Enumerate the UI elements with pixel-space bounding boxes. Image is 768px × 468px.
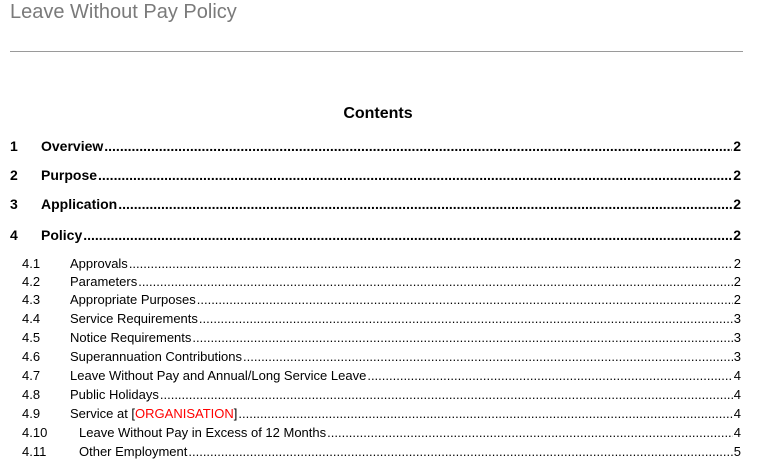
toc-entry-number: 4.3 xyxy=(22,292,41,307)
toc-subentry-service-requirements[interactable] xyxy=(22,311,741,327)
toc-entry-number: 4.2 xyxy=(22,274,41,289)
toc-entry-page: 2 xyxy=(733,196,741,212)
toc-dot-leader xyxy=(104,137,732,155)
toc-entry-label: Approvals xyxy=(70,256,128,271)
label-prefix: Service at [ xyxy=(70,406,136,421)
toc-entry-label: Service Requirements xyxy=(70,311,198,326)
toc-entry-page: 2 xyxy=(733,227,741,243)
toc-entry-label xyxy=(70,406,237,422)
toc-entry-number: 1 xyxy=(10,138,18,154)
toc-dot-leader xyxy=(83,226,732,244)
toc-entry-purpose[interactable] xyxy=(10,166,741,184)
toc-dot-leader xyxy=(129,256,733,272)
toc-entry-label: Policy xyxy=(41,227,83,243)
organisation-placeholder: ORGANISATION xyxy=(135,406,234,421)
toc-dot-leader xyxy=(192,330,732,346)
toc-subentry-public-holidays[interactable] xyxy=(22,387,741,403)
toc-subentry-approvals[interactable] xyxy=(22,256,741,272)
toc-dot-leader xyxy=(138,274,733,290)
toc-entry-label: Parameters xyxy=(70,274,138,289)
toc-entry-label: Public Holidays xyxy=(70,387,159,402)
toc-entry-overview[interactable] xyxy=(10,137,741,155)
toc-dot-leader xyxy=(367,368,732,384)
toc-entry-page: 2 xyxy=(733,167,741,183)
toc-subentry-annual-long-service-leave[interactable] xyxy=(22,368,741,384)
label-suffix: ] xyxy=(233,406,238,421)
toc-dot-leader xyxy=(188,444,732,460)
toc-entry-number: 4.5 xyxy=(22,330,41,345)
toc-entry-label: Leave Without Pay in Excess of 12 Months xyxy=(79,425,327,440)
toc-entry-page: 2 xyxy=(733,292,741,307)
toc-entry-number: 4 xyxy=(10,227,18,243)
toc-entry-label: Application xyxy=(41,196,118,212)
toc-subentry-parameters[interactable] xyxy=(22,274,741,290)
toc-entry-page: 3 xyxy=(733,330,741,345)
toc-entry-number: 2 xyxy=(10,167,18,183)
toc-subentry-other-employment[interactable] xyxy=(22,444,741,460)
toc-dot-leader xyxy=(327,425,733,441)
toc-subentry-excess-12-months[interactable] xyxy=(22,425,741,441)
toc-entry-label: Leave Without Pay and Annual/Long Service Leave xyxy=(70,368,367,383)
toc-entry-number: 4.10 xyxy=(22,425,48,440)
toc-entry-page: 4 xyxy=(733,387,741,402)
toc-dot-leader xyxy=(160,387,733,403)
toc-entry-page: 2 xyxy=(733,256,741,271)
toc-subentry-service-at-organisation[interactable] xyxy=(22,406,741,422)
contents-heading: Contents xyxy=(343,105,413,122)
toc-subentry-superannuation[interactable] xyxy=(22,349,741,365)
toc-dot-leader xyxy=(238,406,732,422)
toc-entry-number: 4.1 xyxy=(22,256,41,271)
toc-entry-number: 4.7 xyxy=(22,368,41,383)
toc-entry-policy[interactable] xyxy=(10,226,741,244)
toc-entry-page: 2 xyxy=(733,138,741,154)
toc-dot-leader xyxy=(118,195,732,213)
toc-entry-page: 3 xyxy=(733,311,741,326)
toc-entry-label: Superannuation Contributions xyxy=(70,349,243,364)
toc-subentry-appropriate-purposes[interactable] xyxy=(22,292,741,308)
toc-dot-leader xyxy=(98,166,732,184)
toc-entry-label: Overview xyxy=(41,138,104,154)
header-divider xyxy=(10,51,743,52)
toc-entry-number: 4.9 xyxy=(22,406,41,421)
toc-dot-leader xyxy=(197,292,733,308)
toc-entry-number: 3 xyxy=(10,196,18,212)
toc-dot-leader xyxy=(199,311,733,327)
toc-entry-number: 4.11 xyxy=(22,444,47,459)
toc-entry-page: 2 xyxy=(733,274,741,289)
toc-entry-page: 5 xyxy=(733,444,741,459)
toc-entry-label: Notice Requirements xyxy=(70,330,192,345)
toc-entry-label: Appropriate Purposes xyxy=(70,292,196,307)
toc-entry-number: 4.4 xyxy=(22,311,41,326)
toc-entry-page: 4 xyxy=(733,406,741,421)
toc-entry-number: 4.6 xyxy=(22,349,41,364)
toc-entry-number: 4.8 xyxy=(22,387,41,402)
toc-entry-label: Other Employment xyxy=(79,444,188,459)
toc-entry-page: 4 xyxy=(733,368,741,383)
toc-entry-page: 3 xyxy=(733,349,741,364)
toc-entry-label: Purpose xyxy=(41,167,98,183)
toc-entry-page: 4 xyxy=(733,425,741,440)
toc-subentry-notice-requirements[interactable] xyxy=(22,330,741,346)
toc-dot-leader xyxy=(243,349,733,365)
toc-entry-application[interactable] xyxy=(10,195,741,213)
document-title: Leave Without Pay Policy xyxy=(10,1,237,23)
